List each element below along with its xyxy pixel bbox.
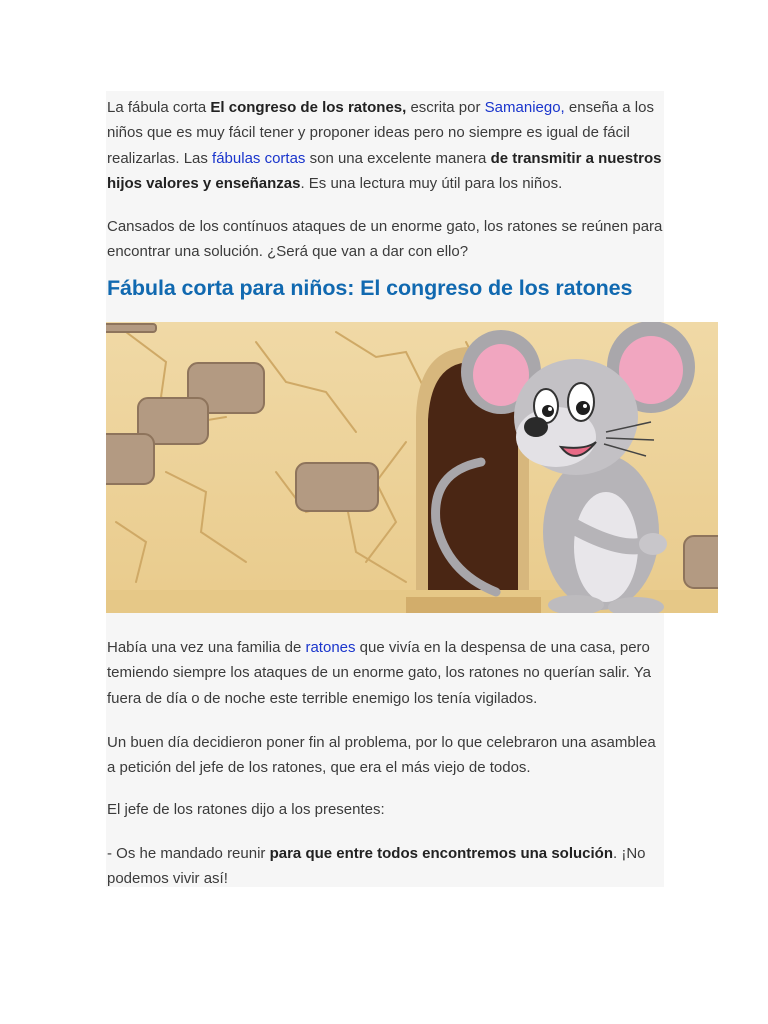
values-bold: de transmitir a nuestros hijos valores y enseñanzas — [107, 149, 662, 193]
fable-title-bold: El congreso de los ratones, — [210, 99, 407, 116]
story-paragraph-4: - Os he mandado reunir para que entre todos encontremos una solución. ¡No podemos vivir así! — [107, 845, 646, 888]
summary-paragraph: Cansados de los contínuos ataques de un enorme gato, los ratones se reúnen para encontrar una solución. ¿Será que van a dar con ello? — [107, 218, 663, 261]
author-link[interactable]: Samaniego, — [484, 99, 565, 116]
story-paragraph-2: Un buen día decidieron poner fin al problema, por lo que celebraron una asamblea a petición del jefe de los ratones, que era el más viejo de todos. — [107, 734, 656, 777]
story-paragraph-3: El jefe de los ratones dijo a los presentes: — [107, 801, 385, 818]
short-fables-link[interactable]: fábulas cortas — [212, 149, 306, 167]
intro-paragraph: La fábula corta El congreso de los ratones, escrita por Samaniego, enseña a los niños que es muy fácil tener y proponer ideas pero no siempre es igual de fácil realizarlas. Las fábulas cortas son una excelente manera de transmitir a nuestros hijos valores y enseñanzas. Es una lectura muy útil para los niños. — [107, 99, 662, 193]
article-heading: Fábula corta para niños: El congreso de los ratones — [107, 276, 633, 300]
story-paragraph-1: Había una vez una familia de ratones que vivía en la despensa de una casa, pero temiendo siempre los ataques de un enorme gato, los ratones no querían salir. Ya fuera de día o de noche este terrible enemigo los tenía vigilados. — [107, 639, 651, 707]
mouse-illustration — [106, 322, 718, 613]
mice-link[interactable]: ratones — [305, 639, 356, 656]
solution-bold: para que entre todos encontremos una solución — [269, 845, 613, 862]
